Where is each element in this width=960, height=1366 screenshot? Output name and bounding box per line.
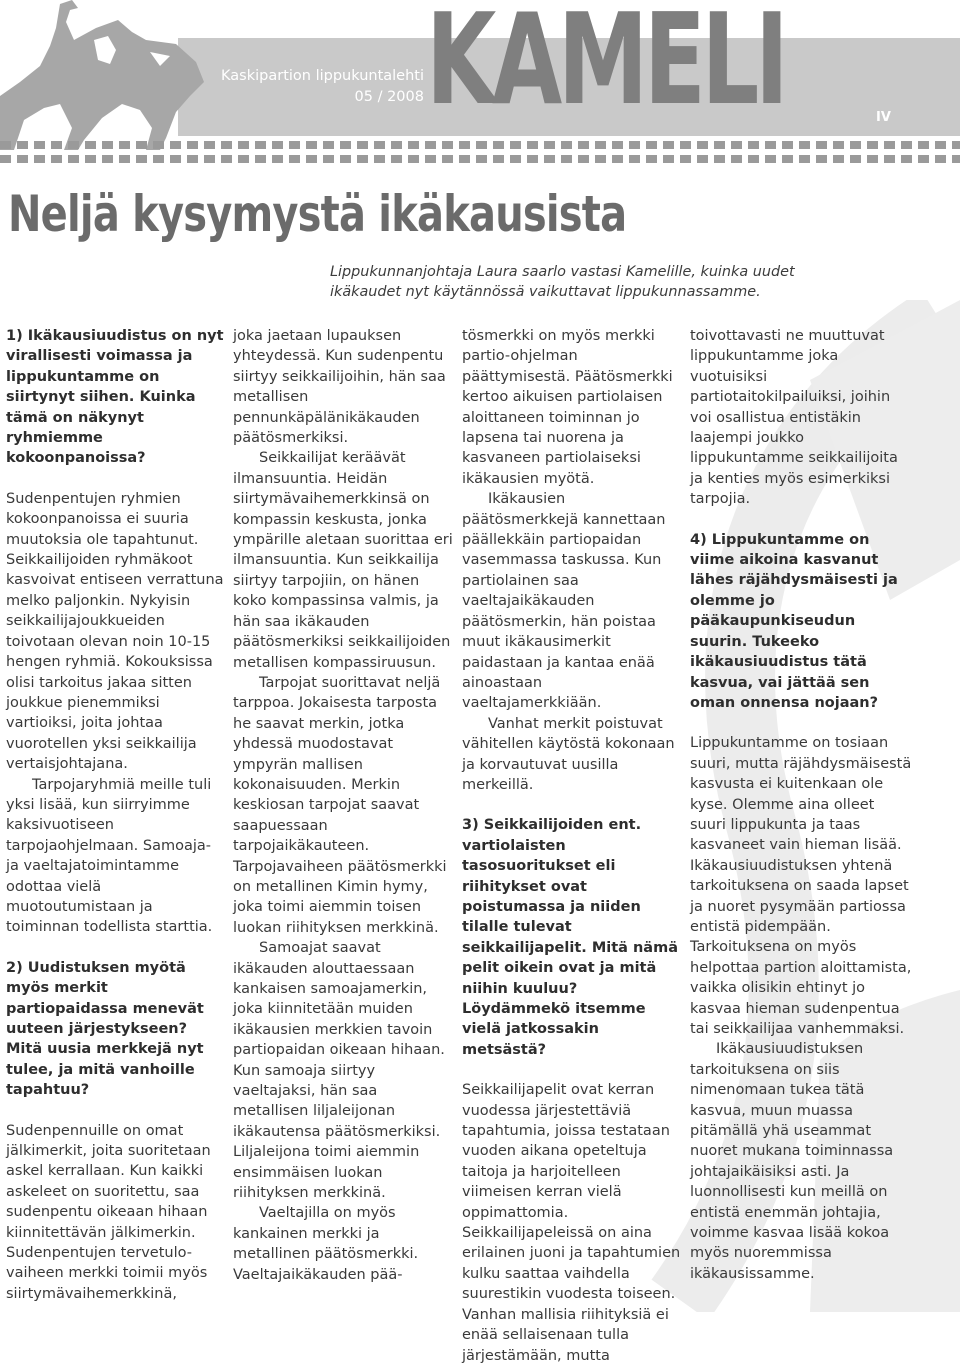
article-column-2 (233, 326, 455, 1285)
masthead (0, 0, 960, 138)
masthead-tagline (186, 66, 424, 108)
answer-paragraph: Vanhat merkit poistuvat vähitellen käytöstä kokonaan ja korvautuvat uusilla merkeillä. (462, 715, 675, 793)
tagline-issue: 05 / 2008 (354, 89, 424, 105)
interview-question: 2) Uudistuksen myötä myös merkit partiopaidassa menevät uuteen järjestykseen? Mitä uusia merkkejä nyt tulee, ja mitä vanhoille tapahtuu? (6, 959, 204, 1099)
tagline-publication: Kaskipartion lippukuntalehti (221, 68, 424, 84)
answer-paragraph: Ikäkausiuudistuksen tarkoituksena on siis nimenomaan tukea tätä kasvua, muun muassa pitämällä yhä useammat nuoret mukana toiminnassa johtajaikäisiksi asti. Ja luonnollisesti kun meillä on entistä enemmän johtajia, voimme kasvaa lisää kokoa myös nuoremmissa ikäkausissamme. (690, 1041, 894, 1282)
answer-paragraph: Tarpojat suorittavat neljä tarppoa. Jokaisesta tarposta he saavat merkin, jotka yhdessä muodostavat ympyrän mallisen kokonaisuuden. Merkin keskiosan tarpojat saavat saapuessaan tarpojaikäkauteen. Tarpojavaiheen päätösmerkki on metallinen Kimin hymy, joka toimi aiemmin toisen luokan riihityksen merkkinä. (233, 674, 447, 936)
paragraph-gap (6, 938, 228, 958)
interview-question: 3) Seikkailijoiden ent. vartiolaisten tasosuoritukset eli riihitykset ovat poistumassa ja niiden tilalle tulevat seikkailijapelit. Mitä nämä pelit oikein ovat ja mitä niihin kuuluu? Löydämmekö itsemme vielä jatkossakin metsästä? (462, 817, 678, 1058)
dashed-divider-bottom (0, 155, 960, 163)
answer-paragraph: Seikkailijapelit ovat kerran vuodessa järjestettäviä tapahtumia, joissa testataan vuoden aikana opeteltuja taitoja ja harjoitelleen viimeisen kerran vielä oppimattomia. Seikkailijapeleissä on aina erilainen juoni ja tapahtumien kulku saattaa vaihdella suurestikin vuodesta toiseen. Vanhan mallisia riihityksiä ei enää sellaisenaan tulla järjestämään, mutta (462, 1082, 681, 1364)
article-column-1 (6, 326, 228, 1304)
answer-paragraph: tösmerkki on myös merkki partio-ohjelman päättymisestä. Päätösmerkki kertoo aikuisen partiolaisen aloittaneen toiminnan jo lapsena tai nuorena ja kasvaneen partiolaiseksi ikäkausien myötä. (462, 328, 673, 487)
article-title: Neljä kysymystä ikäkausista (8, 185, 627, 243)
answer-paragraph: Sudenpentujen ryhmien kokoonpanoissa ei suuria muutoksia ole tapahtunut. Seikkailijoiden ryhmäkoot kasvoivat entiseen verrattuna melko paljonkin. Nykyisin seikkailijajoukkueiden toivotaan olevan noin 10-15 hengen ryhmiä. Kokouksissa olisi tarkoitus jakaa sitten joukkue pienemmiksi vartioiksi, joita johtaa vuorotellen yksi seikkailija vertaisjohtajana. (6, 490, 224, 773)
answer-paragraph: Vaeltajilla on myös kankainen merkki ja metallinen päätösmerkki. Vaeltajaikäkauden pää- (233, 1205, 419, 1283)
paragraph-gap (690, 713, 912, 733)
paragraph-gap (6, 1101, 228, 1121)
answer-paragraph: Sudenpennuille on omat jälkimerkit, joita suoritetaan askel kerrallaan. Kun kaikki askeleet on suoritettu, saa sudenpentu oikeaan hihaan kiinnitettävän jälkimerkin. Sudenpentujen tervetulo-vaiheen merkki toimii myös siirtymävaihemerkkinä, (6, 1122, 211, 1302)
paragraph-gap (462, 1060, 684, 1080)
camel-rider-logo-icon (0, 0, 210, 150)
article-lead: Lippukunnanjohtaja Laura saarlo vastasi Kamelille, kuinka uudet ikäkaudet nyt käytännössä vaikuttavat lippukunnassamme. (330, 264, 795, 300)
paragraph-gap (462, 795, 684, 815)
interview-question: 1) Ikäkausiuudistus on nyt virallisesti voimassa ja lippukuntamme on siirtynyt siihen. Kuinka tämä on näkynyt ryhmiemme kokoonpanoissa? (6, 328, 224, 467)
article-column-4 (690, 326, 912, 1284)
answer-paragraph: Ikäkausien päätösmerkkejä kannettaan päällekkäin partiopaidan vasemmassa taskussa. Kun partiolainen saa vaeltajaikäkauden päätösmerkin, hän poistaa muut ikäkausimerkit paidastaan ja kantaa enää ainoastaan vaeltajamerkkiään. (462, 491, 666, 712)
answer-paragraph: Tarpojaryhmiä meille tuli yksi lisää, kun siirryimme kaksivuotiseen tarpojaohjelmaan. Samoaja- ja vaeltajatoimintamme odottaa vielä muotoutumistaan ja toiminnan todellista starttia. (6, 776, 213, 936)
answer-paragraph: Samoajat saavat ikäkauden alouttaessaan kankaisen samoajamerkin, joka kiinnitetään muiden ikäkausien merkkien tavoin partiopaidan oikeaan hihaan. Kun samoaja siirtyy vaeltajaksi, hän saa metallisen liljaleijonan ikäkautensa päätösmerkiksi. Liljaleijona toimi aiemmin ensimmäisen luokan riihityksen merkkinä. (233, 940, 445, 1202)
brand-wordmark: KAMELI (426, 0, 785, 133)
section-number: IV (876, 110, 891, 125)
dashed-divider-top (0, 141, 960, 149)
article-column-3 (462, 326, 684, 1366)
answer-paragraph: Seikkailijat keräävät ilmansuuntia. Heidän siirtymävaihemerkkinsä on kompassin keskusta, jonka ympärille aletaan suorittaa eri ilmansuuntia. Kun seikkailija siirtyy tarpojiin, on hänen koko kompassinsa valmis, ja hän saa ikäkauden päätösmerkiksi seikkailijoiden metallisen kompassiruusun. (233, 450, 453, 671)
answer-paragraph: Lippukuntamme on tosiaan suuri, mutta räjähdysmäisestä kasvusta ei kuitenkaan ole kyse. Olemme aina olleet suuri lippukunta ja taas kasvaneet vain hieman lisää. Ikäkausiuudistuksen yhtenä tarkoituksena on saada lapset ja nuoret pysymään partiossa entistä pidempään. Tarkoituksena on myös helpottaa partion aloittamista, vaikka olisikin ehtinyt jo kasvaa hieman sudenpentua tai seikkailijaa vanhemmaksi. (690, 735, 912, 1037)
answer-paragraph: toivottavasti ne muuttuvat lippukuntamme joka vuotuisiksi partiotaitokilpailuiksi, joihin voi osallistua entistäkin laajempi joukko lippukuntamme seikkailijoita ja kenties myös esimerkiksi tarpojia. (690, 328, 898, 508)
interview-question: 4) Lippukuntamme on viime aikoina kasvanut lähes räjähdysmäisesti ja olemme jo pääkaupunkiseudun suurin. Tukeeko ikäkausiuudistus tätä kasvua, vai jättää sen oman onnensa nojaan? (690, 531, 898, 711)
paragraph-gap (690, 510, 912, 530)
paragraph-gap (6, 469, 228, 489)
answer-paragraph: joka jaetaan lupauksen yhteydessä. Kun sudenpentu siirtyy seikkailijoihin, hän saa metallisen pennunkäpälänikäkauden päätösmerkiksi. (233, 328, 446, 447)
